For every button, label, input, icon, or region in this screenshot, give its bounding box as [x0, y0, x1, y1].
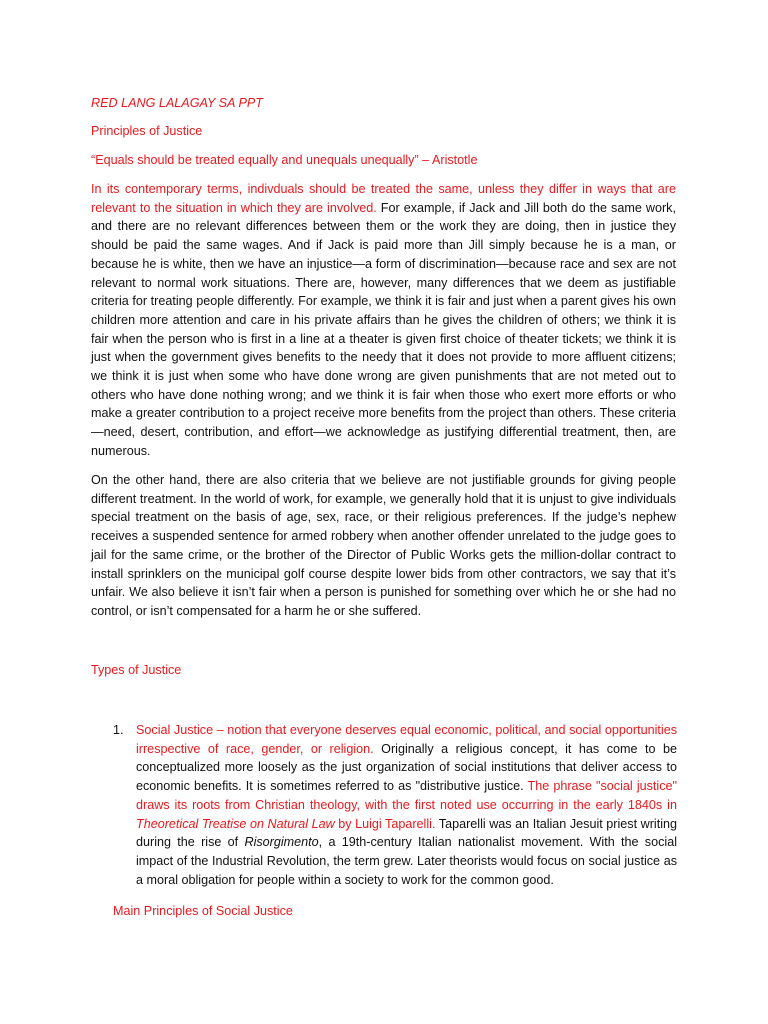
taparelli-text-b: , a 19th-century Italian nationalist movement. With the social impact of the Industrial Revolution, the term grew. Later theorists would focus on social justice as a moral obligation for people within a society to work for the common good. [136, 835, 677, 887]
social-justice-definition: Social Justice – notion that everyone deserves equal economic, political, and social opportunities irrespective of race, gender, or religion. [136, 723, 677, 756]
social-justice-origin: Originally a religious concept, it has come to be conceptualized more loosely as the just organization of social institutions that deliver access to economic benefits. It is sometimes referred to as "distributive justice. [136, 741, 678, 794]
social-justice-roots-a: The phrase "social justice" draws its roots from Christian theology, with the first noted use occurring in the early 1840s in [136, 779, 677, 812]
treatise-title: Theoretical Treatise on Natural Law [136, 816, 335, 831]
paragraph-unjustifiable-criteria: On the other hand, there are also criteria that we believe are not justifiable grounds for giving people different treatment. In the world of work, for example, we generally hold that it is unjust to give individuals special treatment on the basis of age, sex, race, or their religious preferences. If the judge’s nephew receives a suspended sentence for armed robbery when another offender unrelated to the judge goes to jail for the same crime, or the brother of the Director of Public Works gets the million-dollar contract to install sprinklers on the municipal golf course despite lower bids from other contractors, we say that it’s unfair. We also believe it isn’t fair when a person is punished for something over which he or she had no control, or isn’t compensated for a harm he or she suffered. [91, 473, 676, 618]
taparelli-text-a: Taparelli was an Italian Jesuit priest writing during the rise of [136, 816, 678, 850]
types-of-justice-heading: Types of Justice [91, 663, 182, 677]
risorgimento-term: Risorgimento [244, 835, 319, 850]
paragraph-principles-body: For example, if Jack and Jill both do the same work, and there are no relevant differences between them or the work they are doing, then in justice they should be paid the same wages. And if Jack is paid more than Jill simply because he is a man, or because he is white, then we have an injustice—a form of discrimination—because race and sex are not relevant to normal work situations. There are, however, many differences that we deem as justifiable criteria for treating people differently. For example, we think it is fair and just when a parent gives his own children more attention and care in his private affairs than he gives the children of others; we think it is fair when the person who is first in a line at a theater is given first choice of theater tickets; we think it is just when the government gives benefits to the needy that it does not provide to more affluent citizens; we think it is just when some who have done wrong are given punishments that are not meted out to others who have done nothing wrong; and we think it is fair when those who exert more efforts or who make a greater contribution to a project receive more benefits from the project than others. These criteria—need, desert, contribution, and effort—we acknowledge as justifying differential treatment, then, are numerous. [91, 200, 676, 458]
aristotle-quote: “Equals should be treated equally and unequals unequally” – Aristotle [91, 153, 478, 167]
paragraph-principles [91, 180, 676, 461]
list-item-social-justice [136, 721, 677, 889]
page-title: Principles of Justice [91, 124, 203, 138]
list-item-number: 1. [113, 723, 124, 737]
ppt-note: RED LANG LALAGAY SA PPT [91, 96, 263, 110]
paragraph-principles-highlight: In its contemporary terms, indivduals should be treated the same, unless they differ in ways that are relevant to the situation in which they are involved. [91, 182, 676, 215]
main-principles-heading: Main Principles of Social Justice [113, 904, 293, 918]
social-justice-roots-b: by Luigi Taparelli. [334, 816, 436, 831]
